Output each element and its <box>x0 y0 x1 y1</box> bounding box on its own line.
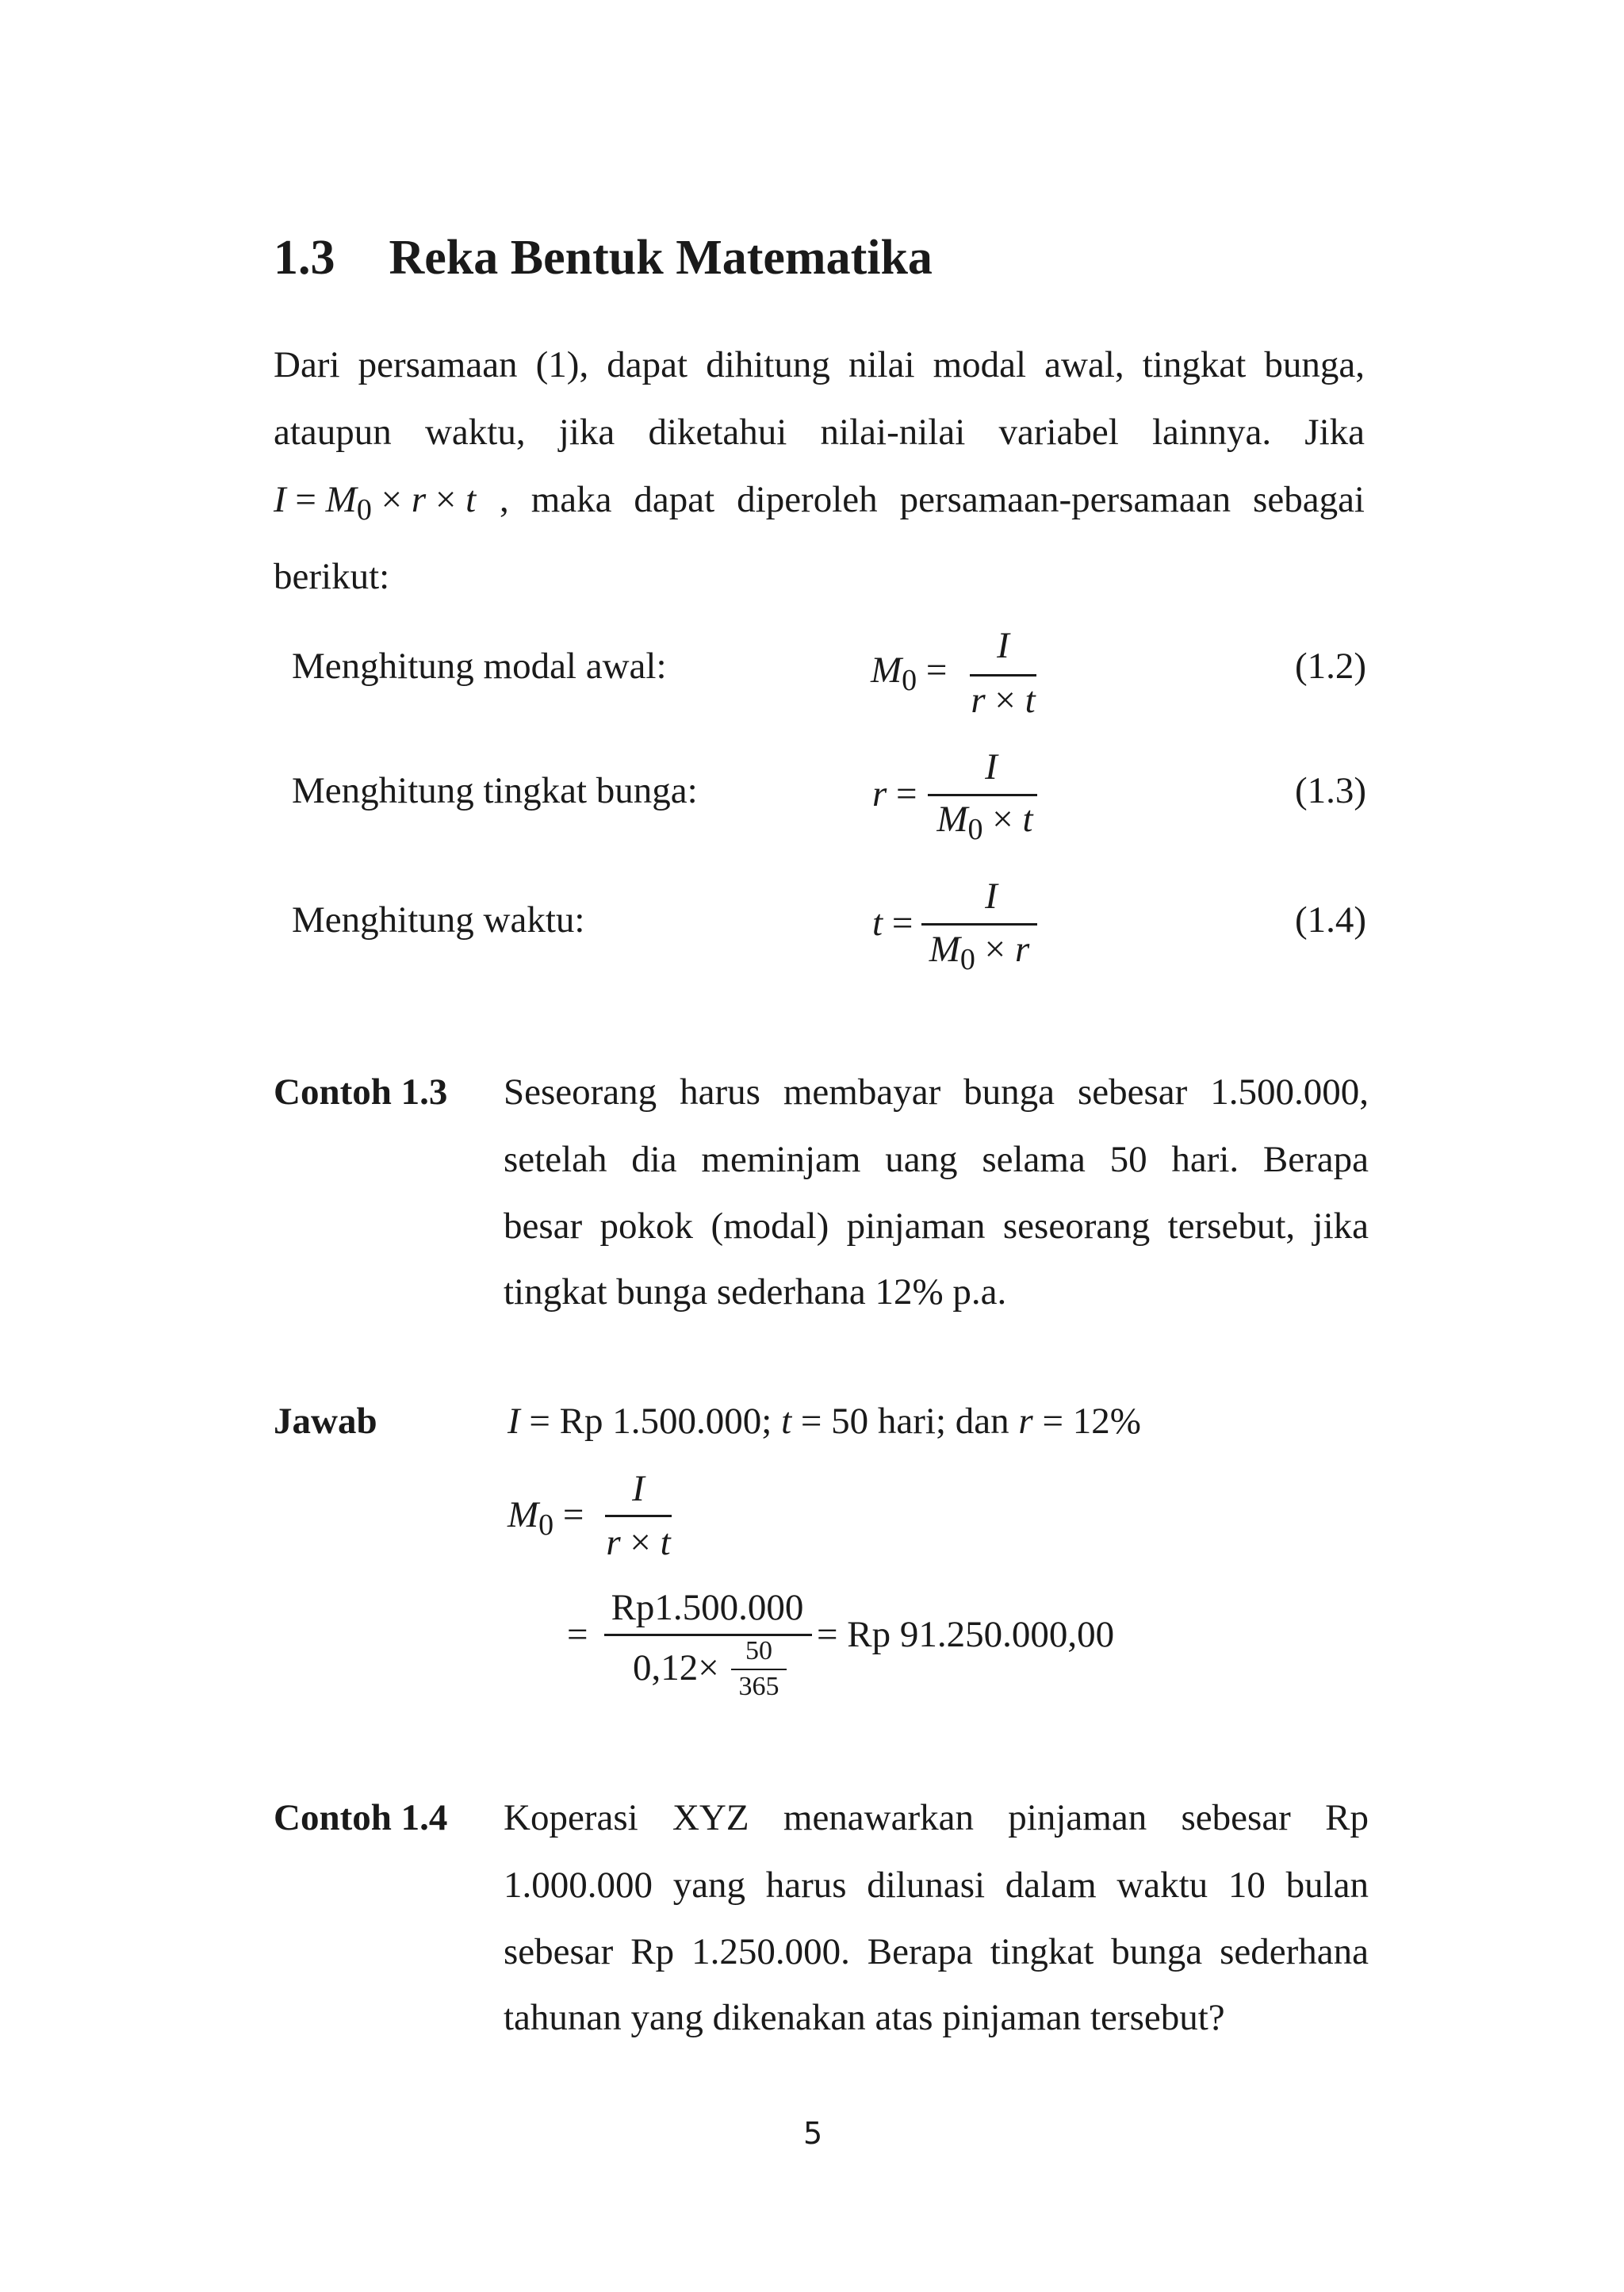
example-1-3-line-3: besar pokok (modal) pinjaman seseorang tersebut, jika <box>504 1205 1369 1247</box>
equation-1-2-lhs: $M_0$ = <box>871 650 948 697</box>
answer-formula-fraction-bar <box>605 1515 672 1517</box>
answer-formula-denominator: r × t <box>606 1522 671 1563</box>
equation-1-4-lhs: t = <box>872 903 914 944</box>
answer-given-values: I = Rp 1.500.000; t = 50 hari; dan r = 12% <box>508 1401 1141 1442</box>
equation-1-3-denominator: $M_0 \times t$ <box>936 799 1033 846</box>
calc-small-numerator: 50 <box>745 1636 772 1665</box>
example-1-3-line-1: Seseorang harus membayar bunga sebesar 1.500.000, <box>504 1071 1369 1113</box>
section-title: Reka Bentuk Matematika <box>389 231 933 285</box>
intro-line-3-suffix: , maka dapat diperoleh persamaan-persamaan sebagai <box>500 479 1365 520</box>
equation-1-4-fraction-bar <box>921 923 1037 926</box>
intro-line-2: ataupun waktu, jika diketahui nilai-nilai variabel lainnya. Jika <box>274 412 1365 453</box>
equation-1-4-denominator: $M_0 \times r$ <box>929 929 1030 976</box>
example-1-4-label: Contoh 1.4 <box>274 1797 448 1838</box>
example-1-4-line-2: 1.000.000 yang harus dilunasi dalam waktu 10 bulan <box>504 1865 1369 1906</box>
calc-numerator: Rp1.500.000 <box>611 1587 804 1628</box>
equation-label-waktu: Menghitung waktu: <box>292 899 585 941</box>
calc-result: = Rp 91.250.000,00 <box>817 1614 1115 1655</box>
example-1-3-label: Contoh 1.3 <box>274 1071 448 1113</box>
calc-equals-sign: = <box>567 1614 588 1655</box>
example-1-4-line-3: sebesar Rp 1.250.000. Berapa tingkat bunga sederhana <box>504 1931 1369 1972</box>
intro-line-4: berikut: <box>274 556 390 597</box>
equation-1-3-fraction-bar <box>928 794 1037 796</box>
equation-1-2-denominator: r × t <box>971 680 1036 721</box>
section-heading <box>274 230 933 286</box>
section-number: 1.3 <box>274 231 335 285</box>
calc-denominator: 0,12× <box>633 1647 719 1688</box>
equation-1-2-numerator: I <box>997 625 1009 666</box>
example-1-4-line-4: tahunan yang dikenakan atas pinjaman tersebut? <box>504 1997 1225 2038</box>
equation-1-3-lhs: r = <box>872 773 917 814</box>
answer-formula-numerator: I <box>632 1468 645 1509</box>
equation-1-2-fraction-bar <box>970 674 1036 676</box>
intro-line-1: Dari persamaan (1), dapat dihitung nilai modal awal, tingkat bunga, <box>274 344 1365 385</box>
equation-1-3-numerator: I <box>985 746 998 788</box>
calc-small-denominator: 365 <box>738 1672 779 1701</box>
equation-number-1-4: (1.4) <box>1295 899 1367 941</box>
equation-number-1-2: (1.2) <box>1295 646 1367 687</box>
page-number: 5 <box>803 2116 823 2151</box>
example-1-4-line-1: Koperasi XYZ menawarkan pinjaman sebesar Rp <box>504 1797 1369 1838</box>
calc-small-fraction-bar <box>731 1669 787 1670</box>
example-1-3-line-2: setelah dia meminjam uang selama 50 hari. Berapa <box>504 1139 1369 1180</box>
intro-inline-formula: $I = M_0 \times r \times t$ <box>274 479 477 527</box>
answer-formula-lhs: $M_0$ = <box>508 1494 584 1542</box>
equation-label-bunga: Menghitung tingkat bunga: <box>292 770 698 811</box>
answer-label: Jawab <box>274 1401 377 1442</box>
equation-1-4-numerator: I <box>985 876 998 917</box>
example-1-3-line-4: tingkat bunga sederhana 12% p.a. <box>504 1271 1007 1313</box>
equation-label-modal: Menghitung modal awal: <box>292 646 667 687</box>
equation-number-1-3: (1.3) <box>1295 770 1367 811</box>
